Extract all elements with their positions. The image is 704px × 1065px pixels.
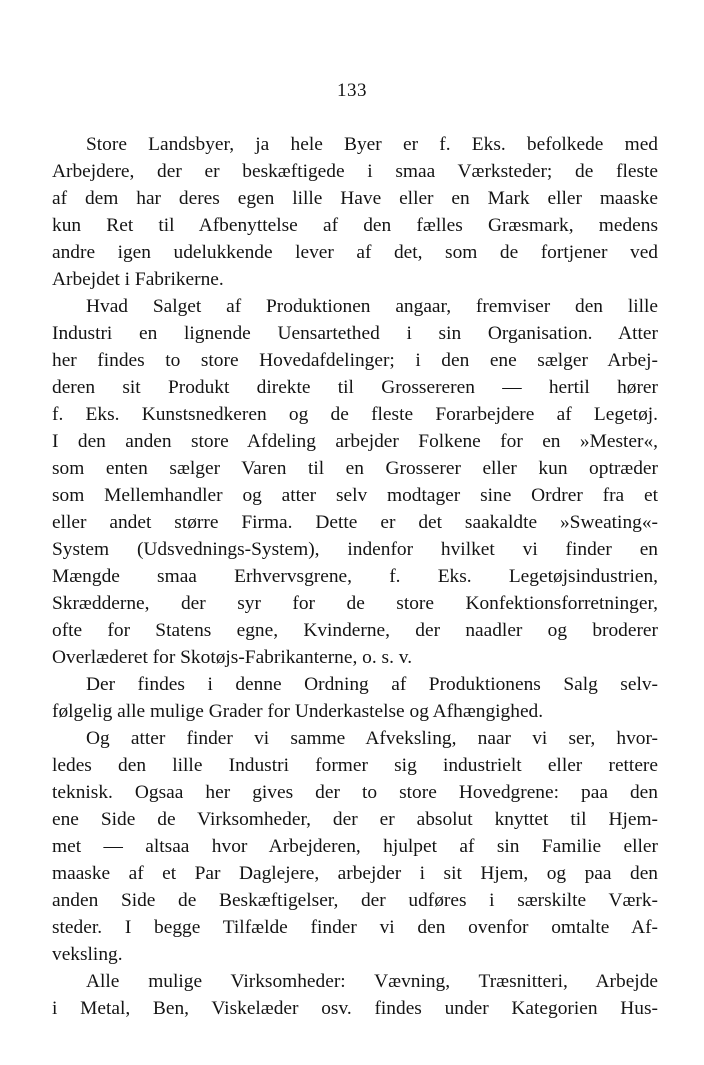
text-line: ofte for Statens egne, Kvinderne, der naadler og broderer [52, 620, 658, 641]
text-line: kun Ret til Afbenyttelse af den fælles Græsmark, medens [52, 215, 658, 236]
text-line: her findes to store Hovedafdelinger; i den ene sælger Arbej- [52, 350, 658, 371]
text-line: veksling. [52, 944, 123, 965]
text-line: I den anden store Afdeling arbejder Folkene for en »Mester«, [52, 431, 658, 452]
text-line: teknisk. Ogsaa her gives der to store Hovedgrene: paa den [52, 782, 658, 803]
text-line: ene Side de Virksomheder, der er absolut knyttet til Hjem- [52, 809, 658, 830]
text-line: Skrædderne, der syr for de store Konfektionsforretninger, [52, 593, 658, 614]
body-text [52, 131, 658, 1022]
text-line: deren sit Produkt direkte til Grossereren — hertil hører [52, 377, 658, 398]
text-line: steder. I begge Tilfælde finder vi den ovenfor omtalte Af- [52, 917, 658, 938]
text-line: Store Landsbyer, ja hele Byer er f. Eks. befolkede med [86, 134, 658, 155]
page-number: 133 [337, 80, 367, 101]
text-line: eller andet større Firma. Dette er det saakaldte »Sweating«- [52, 512, 658, 533]
text-line: Alle mulige Virksomheder: Vævning, Træsnitteri, Arbejde [86, 971, 658, 992]
text-line: ledes den lille Industri former sig industrielt eller rettere [52, 755, 658, 776]
text-line: andre igen udelukkende lever af det, som de fortjener ved [52, 242, 658, 263]
text-line: f. Eks. Kunstsnedkeren og de fleste Forarbejdere af Legetøj. [52, 404, 658, 425]
text-line: anden Side de Beskæftigelser, der udføres i særskilte Værk- [52, 890, 658, 911]
text-line: af dem har deres egen lille Have eller en Mark eller maaske [52, 188, 658, 209]
text-line: Arbejdet i Fabrikerne. [52, 269, 224, 290]
text-line: i Metal, Ben, Viskelæder osv. findes under Kategorien Hus- [52, 998, 658, 1019]
text-line: System (Udsvednings-System), indenfor hvilket vi finder en [52, 539, 658, 560]
text-line: Industri en lignende Uensartethed i sin Organisation. Atter [52, 323, 658, 344]
text-line: Overlæderet for Skotøjs-Fabrikanterne, o. s. v. [52, 647, 413, 668]
text-line: Der findes i denne Ordning af Produktionens Salg selv- [86, 674, 658, 695]
text-line: met — altsaa hvor Arbejderen, hjulpet af sin Familie eller [52, 836, 658, 857]
text-line: Arbejdere, der er beskæftigede i smaa Værksteder; de fleste [52, 161, 658, 182]
text-line: Og atter finder vi samme Afveksling, naar vi ser, hvor- [86, 728, 658, 749]
text-line: Mængde smaa Erhvervsgrene, f. Eks. Legetøjsindustrien, [52, 566, 658, 587]
text-line: følgelig alle mulige Grader for Underkastelse og Afhængighed. [52, 701, 544, 722]
text-line: som Mellemhandler og atter selv modtager sine Ordrer fra et [52, 485, 658, 506]
text-line: som enten sælger Varen til en Grosserer eller kun optræder [52, 458, 658, 479]
text-line: Hvad Salget af Produktionen angaar, fremviser den lille [86, 296, 658, 317]
text-line: maaske af et Par Daglejere, arbejder i sit Hjem, og paa den [52, 863, 658, 884]
